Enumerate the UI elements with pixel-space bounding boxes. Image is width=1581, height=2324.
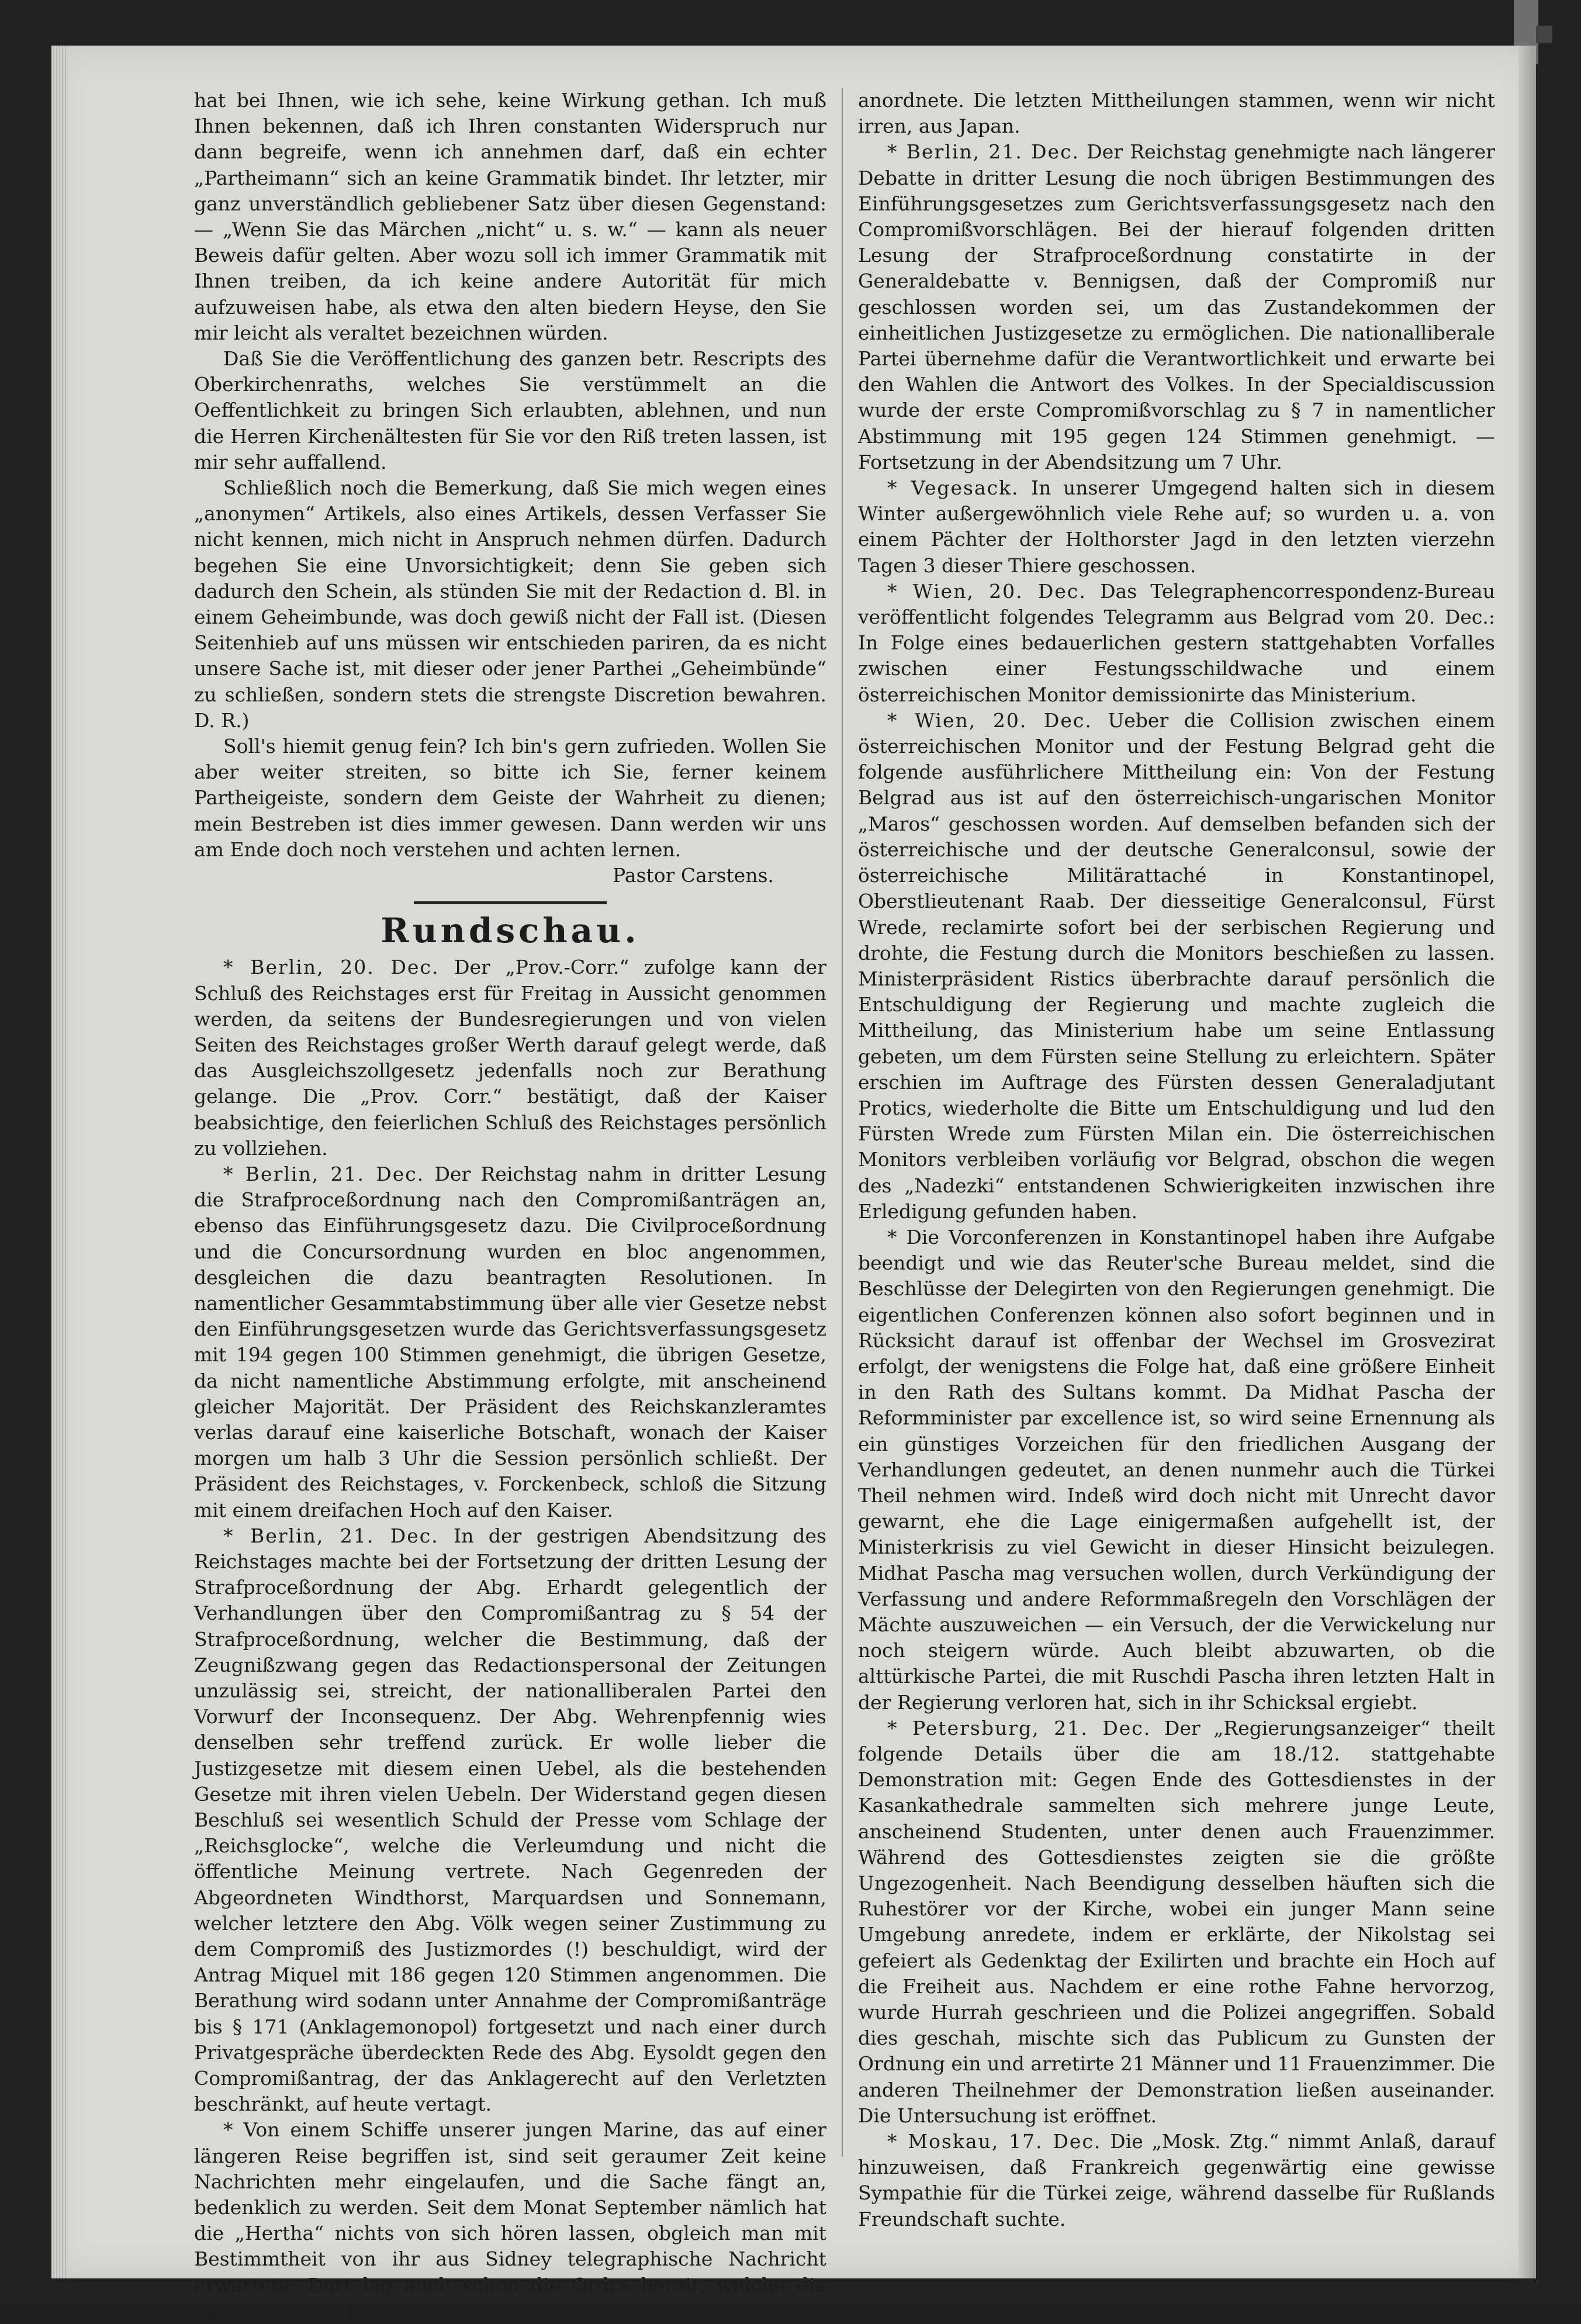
dateline: * Moskau, 17. Dec. bbox=[887, 2130, 1102, 2153]
section-rule bbox=[414, 901, 607, 904]
dateline: * Berlin, 21. Dec. bbox=[223, 1524, 439, 1547]
dateline: * Berlin, 21. Dec. bbox=[887, 140, 1080, 164]
news-item bbox=[858, 139, 1495, 475]
news-text: Der Reichstag nahm in dritter Lesung die Strafproceßordnung nach den Compromißanträgen an, ebenso das Einführungsgesetz dazu. Die Civilproceßordnung und die Concursordnung wurden en bloc angenommen, desgleichen die dazu beantragten Resolutionen. In namentlicher Gesammtabstimmung über alle vier Gesetze nebst den Einführungsgesetzen wurde das Gerichtsverfassungsgesetz mit 194 gegen 100 Stimmen genehmigt, die übrigen Gesetze, da nicht namentliche Abstimmung erfolgte, mit anscheinend gleicher Majorität. Der Präsident des Reichskanzleramtes verlas darauf eine kaiserliche Botschaft, wonach der Kaiser morgen um halb 3 Uhr die Session persönlich schließt. Der Präsident des Reichstages, v. Forckenbeck, schloß die Sitzung mit einem dreifachen Hoch auf den Kaiser. bbox=[194, 1162, 826, 1521]
article-paragraph: Schließlich noch die Bemerkung, daß Sie mich wegen eines „anonymen“ Artikels, also eines Artikels, dessen Verfasser Sie nicht kennen, mich nicht in Anspruch nehmen dürfen. Dadurch begehen Sie eine Unvorsichtigkeit; denn Sie geben sich dadurch den Schein, als stünden Sie mit der Redaction d. Bl. in einem Geheimbunde, was doch gewiß nicht der Fall ist. (Diesen Seitenhieb auf uns müssen wir entschieden pariren, da es nicht unsere Sache ist, mit dieser oder jener Parthei „Geheimbünde“ zu schließen, sondern stets die strengste Discretion bewahren. D. R.) bbox=[194, 476, 826, 732]
news-text: Ueber die Collision zwischen einem österreichischen Monitor und der Festung Belgrad geht die folgende ausführlichere Mittheilung ein: Von der Festung Belgrad aus ist auf den österreichisch-ungarischen Monitor „Maros“ geschossen worden. Auf demselben befanden sich der österreichische und der deutsche Generalconsul, sowie der österreichische Militärattaché in Konstantinopel, Oberstlieutenant Raab. Der diesseitige Generalconsul, Fürst Wrede, reclamirte sofort bei der serbischen Regierung und drohte, die Festung durch die Monitors beschießen zu lassen. Ministerpräsident Ristics überbrachte darauf persönlich die Entschuldigung der Regierung und machte zugleich die Mittheilung, das Ministerium habe um seine Entlassung gebeten, um dem Fürsten seine Stellung zu erleichtern. Später erschien im Auftrage des Fürsten dessen Generaladjutant Protics, wiederholte die Bitte um Entschuldigung und lud den Fürsten Wrede zum Fürsten Milan ein. Die österreichischen Monitors verbleiben vorläufig vor Belgrad, obschon die wegen des „Nadezki“ entstandenen Schwierigkeiten inzwischen ihre Erledigung gefunden haben. bbox=[858, 708, 1495, 1223]
page-right-edge bbox=[1518, 46, 1536, 2278]
article-paragraph: Daß Sie die Veröffentlichung des ganzen betr. Rescripts des Oberkirchenraths, welches Sie verstümmelt an die Oeffentlichkeit zu bringen Sich erlaubten, ablehnen, und nun die Herren Kirchenältesten für Sie vor den Riß treten lassen, ist mir sehr auffallend. bbox=[194, 347, 826, 473]
news-item bbox=[194, 1161, 826, 1523]
page-stack-edge bbox=[51, 46, 68, 2278]
news-text: Der Reichstag genehmigte nach längerer Debatte in dritter Lesung die noch übrigen Bestimmungen des Einführungsgesetzes zum Gerichtsverfassungsgesetz nach den Compromißvorschlägen. Bei der hierauf folgenden dritten Lesung der Strafproceßordnung constatirte in der Generaldebatte v. Bennigsen, daß der Compromiß nur geschlossen worden sei, um das Zustandekommen der einheitlichen Justizgesetze zu ermöglichen. Die nationalliberale Partei übernehme dafür die Verantwortlichkeit und erwarte bei den Wahlen die Antwort des Volkes. In der Specialdiscussion wurde der erste Compromißvorschlag zu § 7 in namentlicher Abstimmung mit 195 gegen 124 Stimmen genehmigt. — Fortsetzung in der Abendsitzung um 7 Uhr. bbox=[858, 140, 1495, 473]
dateline: * Petersburg, 21. Dec. bbox=[887, 1716, 1151, 1739]
news-text: * Von einem Schiffe unserer jungen Marine, das auf einer längeren Reise begriffen ist, sind seit geraumer Zeit keine Nachrichten mehr eingelaufen, und die Sache fängt an, bedenklich zu werden. Seit dem Monat September nämlich hat die „Hertha“ nichts von sich hören lassen, obgleich man mit Bestimmtheit von ihr aus Sidney telegraphische Nachricht erwartete. Dort lag auch schon die Ordre bereit, welche die unverzügliche Heimkehr bbox=[194, 2118, 826, 2322]
column-divider bbox=[842, 88, 843, 2157]
news-text: Die „Mosk. Ztg.“ nimmt Anlaß, darauf hinzuweisen, daß Frankreich gegenwärtig eine gewisse Sympathie für die Türkei zeige, während dasselbe für Rußlands Freundschaft suchte. bbox=[858, 2130, 1495, 2230]
dateline: * Wien, 20. Dec. bbox=[887, 708, 1092, 732]
news-text: * Die Vorconferenzen in Konstantinopel haben ihre Aufgabe beendigt und wie das Reuter'sche Bureau meldet, sind die Beschlüsse der Delegirten von den Regierungen genehmigt. Die eigentlichen Conferenzen können also sofort beginnen und in Rücksicht darauf ist offenbar der Wechsel im Grosvezirat erfolgt, der wenigstens die Folge hat, daß eine größere Einheit in den Rath des Sultans kommt. Da Midhat Pascha der Reformminister par excellence ist, so wird seine Ernennung als ein günstiges Vorzeichen für den friedlichen Ausgang der Verhandlungen gedeutet, an denen nunmehr auch die Türkei Theil nehmen wird. Indeß wird doch nicht mit Unrecht davor gewarnt, ehe die Lage einigermaßen aufgehellt ist, der Ministerkrisis zu viel Gewicht in dieser Hinsicht beizulegen. Midhat Pascha mag versuchen wollen, durch Verkündigung der Verfassung und andere Reformmaßregeln den Vorschlägen der Mächte auszuweichen — ein Versuch, der die Verwickelung nur noch steigern würde. Auch bleibt abzuwarten, ob die alttürkische Partei, die mit Ruschdi Pascha ihren letzten Halt in der Regierung verloren hat, sich in ihr Schicksal ergiebt. bbox=[858, 1225, 1495, 1714]
dateline: * Berlin, 21. Dec. bbox=[223, 1162, 425, 1185]
news-item bbox=[858, 1716, 1495, 2129]
news-item bbox=[194, 2117, 826, 2324]
news-item bbox=[858, 1225, 1495, 1716]
news-text: In unserer Umgegend halten sich in diesem Winter außergewöhnlich viele Rehe auf; so wurden u. a. von einem Pächter der Holthorster Jagd in den letzten vierzehn Tagen 3 dieser Thiere geschossen. bbox=[858, 476, 1496, 577]
news-text: Der „Regierungsanzeiger“ theilt folgende Details über die am 18./12. stattgehabte Demonstration mit: Gegen Ende des Gottesdienstes in der Kasankathedrale sammelten sich mehrere junge Leute, anscheinend Studenten, unter denen auch Frauenzimmer. Während des Gottesdienstes zeigten sie die größte Ungezogenheit. Nach Beendigung desselben häuften sich die Ruhestörer vor der Kirche, wobei ein junger Mann seine Umgebung anredete, indem er erklärte, der Nikolstag sei gefeiert als Gedenktag der Exilirten und brachte ein Hoch auf die Freiheit aus. Nachdem er eine rothe Fahne hervorzog, wurde Hurrah geschrieen und die Polizei angegriffen. Sobald dies geschah, mischte sich das Publicum zu Gunsten der Ordnung ein und arretirte 21 Männer und 11 Frauenzimmer. Die anderen Theilnehmer der Demonstration ließen auseinander. Die Untersuchung ist eröffnet. bbox=[858, 1716, 1495, 2127]
article-paragraph: hat bei Ihnen, wie ich sehe, keine Wirkung gethan. Ich muß Ihnen bekennen, daß ich Ihren constanten Widerspruch nur dann begreife, wenn ich annehmen darf, daß ein echter „Partheimann“ sich an keine Grammatik bindet. Ihr letzter, mir ganz unverständlich gebliebener Satz über diesen Gegenstand: — „Wenn Sie das Märchen „nicht“ u. s. w.“ — kann als neuer Beweis dafür gelten. Aber wozu soll ich immer Grammatik mit Ihnen treiben, da ich keine andere Autorität für mich aufzuweisen habe, als etwa den alten biedern Heyse, den Sie mir leicht als veraltet bezeichnen würden. bbox=[194, 89, 826, 344]
news-text: anordnete. Die letzten Mittheilungen stammen, wenn wir nicht irren, aus Japan. bbox=[858, 89, 1495, 138]
news-item bbox=[194, 1523, 826, 2118]
article-paragraph: Soll's hiemit genug fein? Ich bin's gern zufrieden. Wollen Sie aber weiter streiten, so bitte ich Sie, ferner keinem Partheigeiste, sondern dem Geiste der Wahrheit zu dienen; mein Bestreben ist dies immer gewesen. Dann werden wir uns am Ende doch noch verstehen und achten lernen. bbox=[194, 735, 826, 861]
news-item bbox=[858, 475, 1495, 579]
signature: Pastor Carstens. bbox=[613, 864, 774, 887]
news-text: Der „Prov.-Corr.“ zufolge kann der Schluß des Reichstages erst für Freitag in Aussicht genommen werden, da seitens der Bundesregierungen und von vielen Seiten des Reichstages großer Werth darauf gelegt werde, daß das Ausgleichszollgesetz jedenfalls noch zur Berathung gelange. Die „Prov. Corr.“ bestätigt, daß der Kaiser beabsichtige, den feierlichen Schluß des Reichstages persönlich zu vollziehen. bbox=[194, 956, 826, 1160]
section-heading: Rundschau. bbox=[380, 911, 640, 951]
right-column bbox=[858, 88, 1495, 2232]
dateline: * Vegesack. bbox=[887, 476, 1019, 500]
dateline: * Wien, 20. Dec. bbox=[887, 579, 1087, 603]
news-item bbox=[858, 88, 1495, 139]
news-item bbox=[194, 954, 826, 1161]
dateline: * Berlin, 20. Dec. bbox=[223, 956, 440, 979]
news-text: Das Telegraphencorrespondenz-Bureau veröffentlicht folgendes Telegramm aus Belgrad vom 20. Dec.: In Folge eines bedauerlichen gestern stattgehabten Vorfalles zwischen einer Festungsschildwache und einem österreichischen Monitor demissionirte das Ministerium. bbox=[858, 579, 1495, 706]
news-item bbox=[858, 708, 1495, 1225]
news-item bbox=[858, 2129, 1495, 2232]
book-tab-shadow bbox=[1536, 26, 1552, 43]
left-column bbox=[194, 88, 826, 2324]
news-item bbox=[858, 579, 1495, 708]
news-text: In der gestrigen Abendsitzung des Reichstages machte bei der Fortsetzung der dritten Lesung der Strafproceßordnung der Abg. Erhardt gelegentlich der Verhandlungen über den Compromißantrag zu § 54 der Strafproceßordnung, welcher die Bestimmung, daß der Zeugnißzwang gegen das Redactionspersonal der Zeitungen unzulässig sei, streicht, der nationalliberalen Partei den Vorwurf der Inconsequenz. Der Abg. Wehrenpfennig wies denselben sehr treffend zurück. Er wolle lieber die Justizgesetze mit diesem einen Uebel, als die bestehenden Gesetze mit ihren vielen Uebeln. Der Widerstand gegen diesen Beschluß sei wesentlich Schuld der Presse vom Schlage der „Reichsglocke“, welche die Verleumdung und nicht die öffentliche Meinung vertrete. Nach Gegenreden der Abgeordneten Windthorst, Marquardsen und Sonnemann, welcher letztere den Abg. Völk wegen seiner Zustimmung zu dem Compromiß des Justizmordes (!) beschuldigt, wird der Antrag Miquel mit 186 gegen 120 Stimmen angenommen. Die Berathung wird sodann unter Annahme der Compromißanträge bis § 171 (Anklagemonopol) fortgesetzt und nach einer durch Privatgespräche überdeckten Rede des Abg. Eysoldt gegen den Compromißantrag, der das Anklagerecht auf den Verletzten beschränkt, auf heute vertagt. bbox=[194, 1524, 826, 2116]
